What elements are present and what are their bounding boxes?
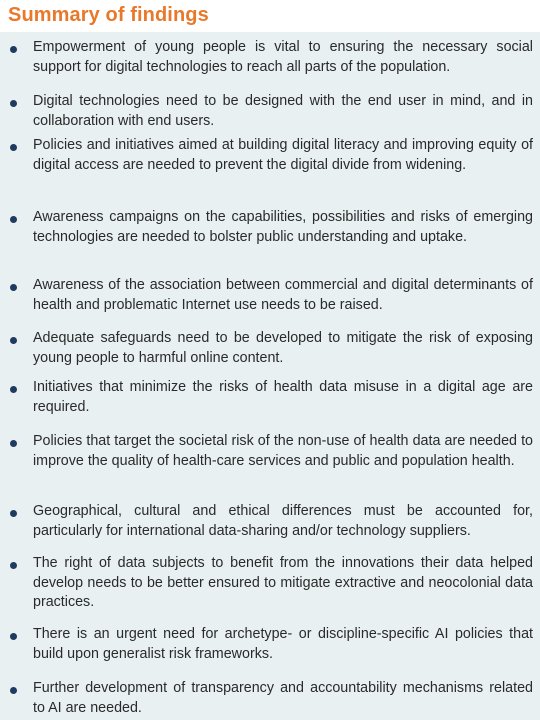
bullet-icon: [10, 633, 17, 640]
finding-text: Adequate safeguards need to be developed to mitigate the risk of exposing young people to harmful online content.: [33, 330, 533, 366]
finding-text: Initiatives that minimize the risks of health data misuse in a digital age are required.: [33, 379, 533, 415]
bullet-icon: [10, 337, 17, 344]
finding-text: Empowerment of young people is vital to ensuring the necessary social support for digital technologies to reach all parts of the population.: [33, 39, 533, 75]
bullet-icon: [10, 284, 17, 291]
finding-text: Awareness campaigns on the capabilities, possibilities and risks of emerging technologies are needed to bolster public understanding and uptake.: [33, 209, 533, 245]
bullet-icon: [10, 440, 17, 447]
finding-text: Policies that target the societal risk of the non-use of health data are needed to improve the quality of health-care services and public and population health.: [33, 433, 533, 469]
finding-text: Awareness of the association between commercial and digital determinants of health and problematic Internet use needs to be raised.: [33, 277, 533, 313]
bullet-icon: [10, 144, 17, 151]
bullet-icon: [10, 510, 17, 517]
finding-text: Digital technologies need to be designed with the end user in mind, and in collaboration with end users.: [33, 93, 533, 129]
finding-text: Further development of transparency and accountability mechanisms related to AI are needed.: [33, 680, 533, 716]
finding-text: Policies and initiatives aimed at building digital literacy and improving equity of digital access are needed to prevent the digital divide from widening.: [33, 137, 533, 173]
finding-text: There is an urgent need for archetype- or discipline-specific AI policies that build upon generalist risk frameworks.: [33, 626, 533, 662]
bullet-icon: [10, 100, 17, 107]
finding-text: Geographical, cultural and ethical differences must be accounted for, particularly for international data-sharing and/or technology suppliers.: [33, 503, 533, 539]
bullet-icon: [10, 562, 17, 569]
bullet-icon: [10, 216, 17, 223]
finding-text: The right of data subjects to benefit from the innovations their data helped develop needs to be better ensured to mitigate extractive and neocolonial data practices.: [33, 555, 533, 610]
bullet-icon: [10, 46, 17, 53]
bullet-icon: [10, 687, 17, 694]
page-title: Summary of findings: [8, 4, 209, 26]
findings-panel: [0, 32, 540, 720]
bullet-icon: [10, 386, 17, 393]
